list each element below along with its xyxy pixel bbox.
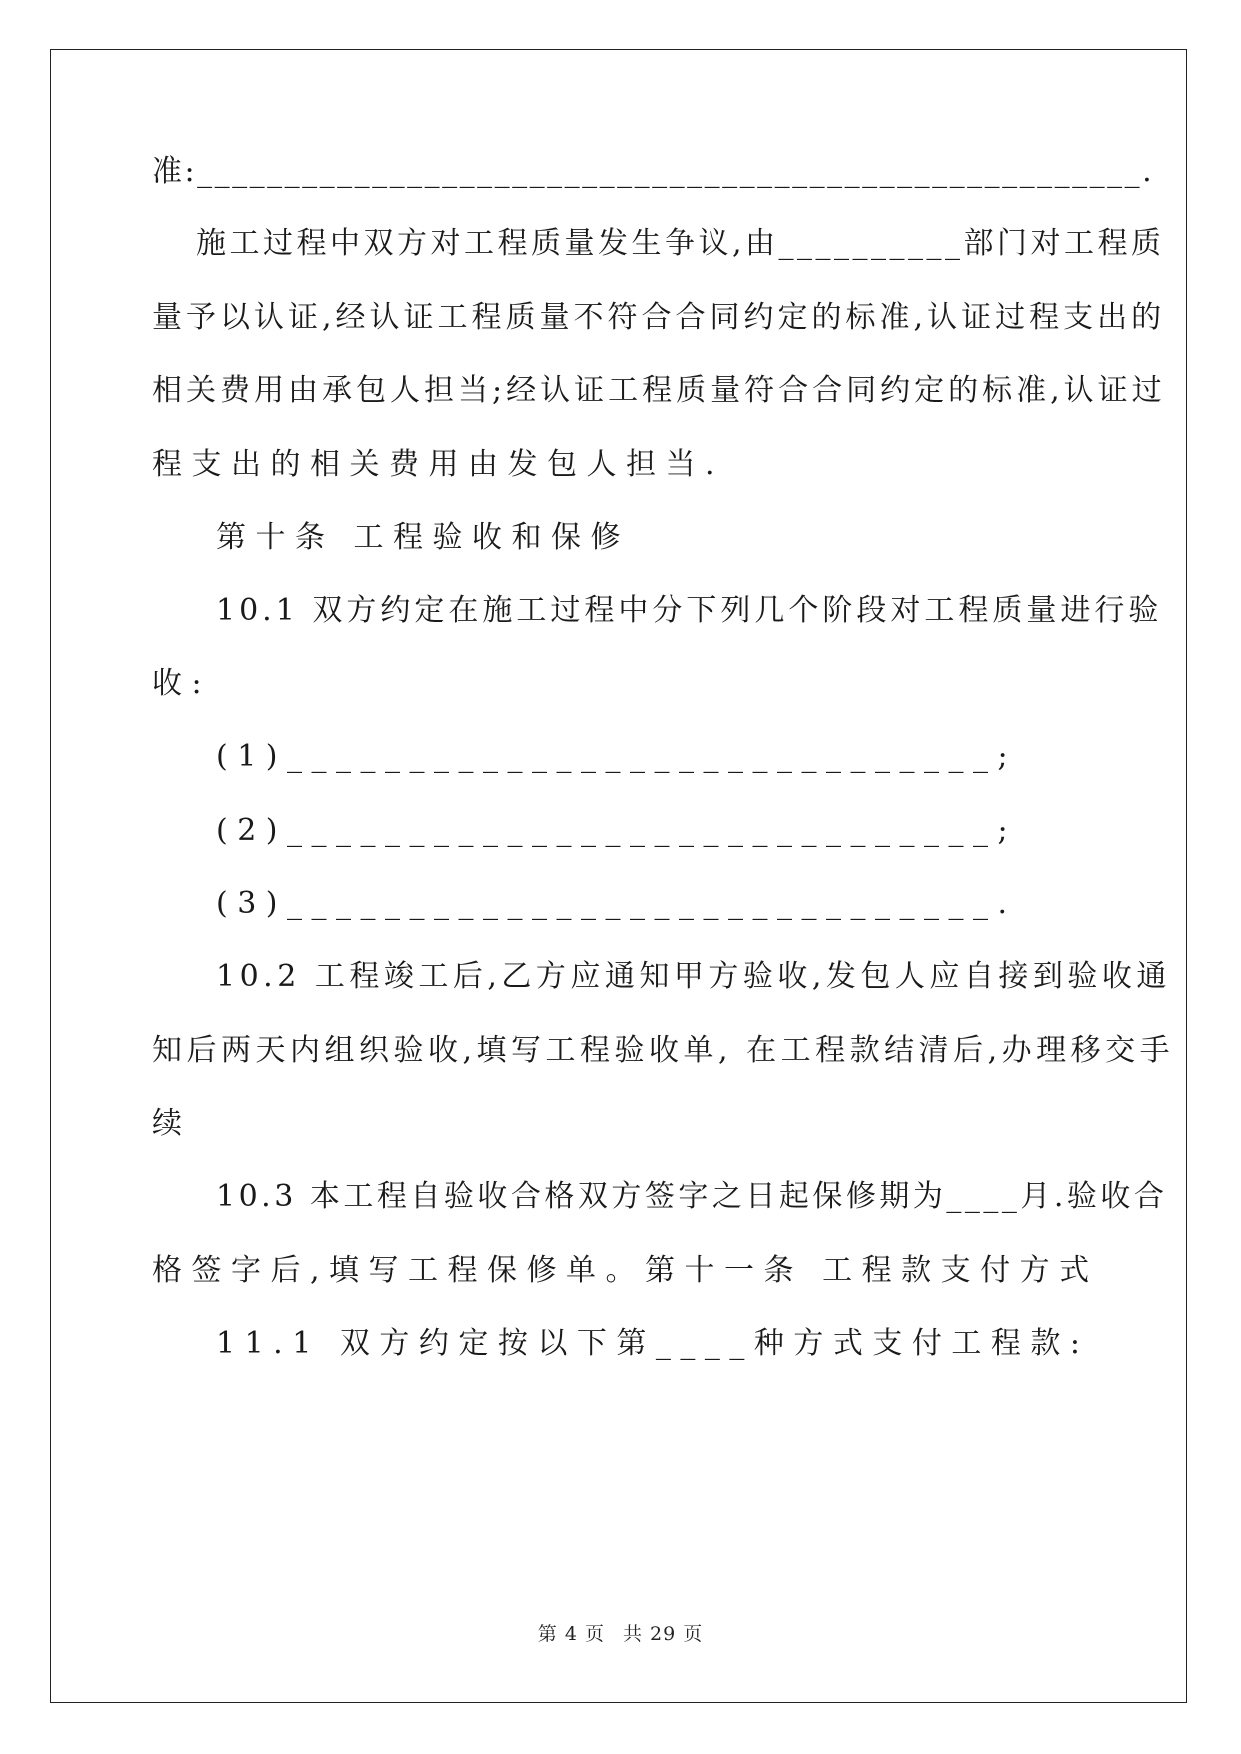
line-text: 准:______________________________________________________. xyxy=(152,154,1155,189)
section-heading xyxy=(216,510,1241,566)
line-text: 续 xyxy=(152,1106,192,1141)
line-text: 10.3 本工程自验收合格双方签字之日起保修期为____月.验收合 xyxy=(216,1179,1168,1214)
heading-text: 第十条 工程验收和保修 xyxy=(216,520,631,555)
text-line xyxy=(152,1096,1241,1152)
line-text: 11.1 双方约定按以下第____种方式支付工程款: xyxy=(216,1326,1090,1361)
line-text: 施工过程中双方对工程质量发生争议,由__________部门对工程质 xyxy=(196,226,1165,261)
paragraph-line xyxy=(216,1169,1241,1225)
paragraph-line xyxy=(216,949,1241,1005)
list-item xyxy=(216,876,1241,932)
paragraph-line xyxy=(196,216,1241,272)
text-line xyxy=(152,1023,1241,1079)
page-total: 共 29 页 xyxy=(622,1623,704,1645)
text-line xyxy=(152,144,1241,200)
item-text: (3)_____________________________. xyxy=(216,886,1017,921)
text-line xyxy=(152,1243,1241,1299)
text-line xyxy=(152,290,1241,346)
paragraph-line xyxy=(216,1316,1241,1372)
item-text: (1)_____________________________; xyxy=(216,739,1018,774)
page-footer xyxy=(0,1620,1241,1648)
line-text: 量予以认证,经认证工程质量不符合合同约定的标准,认证过程支出的 xyxy=(152,300,1166,335)
list-item xyxy=(216,729,1241,785)
line-text: 知后两天内组织验收,填写工程验收单, 在工程款结清后,办理移交手 xyxy=(152,1033,1175,1068)
line-text: 程支出的相关费用由发包人担当. xyxy=(152,447,725,482)
line-text: 收: xyxy=(152,666,212,701)
text-line xyxy=(152,437,1241,493)
page-number: 第 4 页 xyxy=(537,1623,605,1645)
item-text: (2)_____________________________; xyxy=(216,813,1018,848)
line-text: 10.1 双方约定在施工过程中分下列几个阶段对工程质量进行验 xyxy=(216,593,1163,628)
text-line xyxy=(152,363,1241,419)
line-text: 格签字后,填写工程保修单。第十一条 工程款支付方式 xyxy=(152,1253,1099,1288)
line-text: 10.2 工程竣工后,乙方应通知甲方验收,发包人应自接到验收通 xyxy=(216,959,1171,994)
paragraph-line xyxy=(216,583,1241,639)
line-text: 相关费用由承包人担当;经认证工程质量符合合同约定的标准,认证过 xyxy=(152,373,1166,408)
list-item xyxy=(216,803,1241,859)
text-line xyxy=(152,656,1241,712)
